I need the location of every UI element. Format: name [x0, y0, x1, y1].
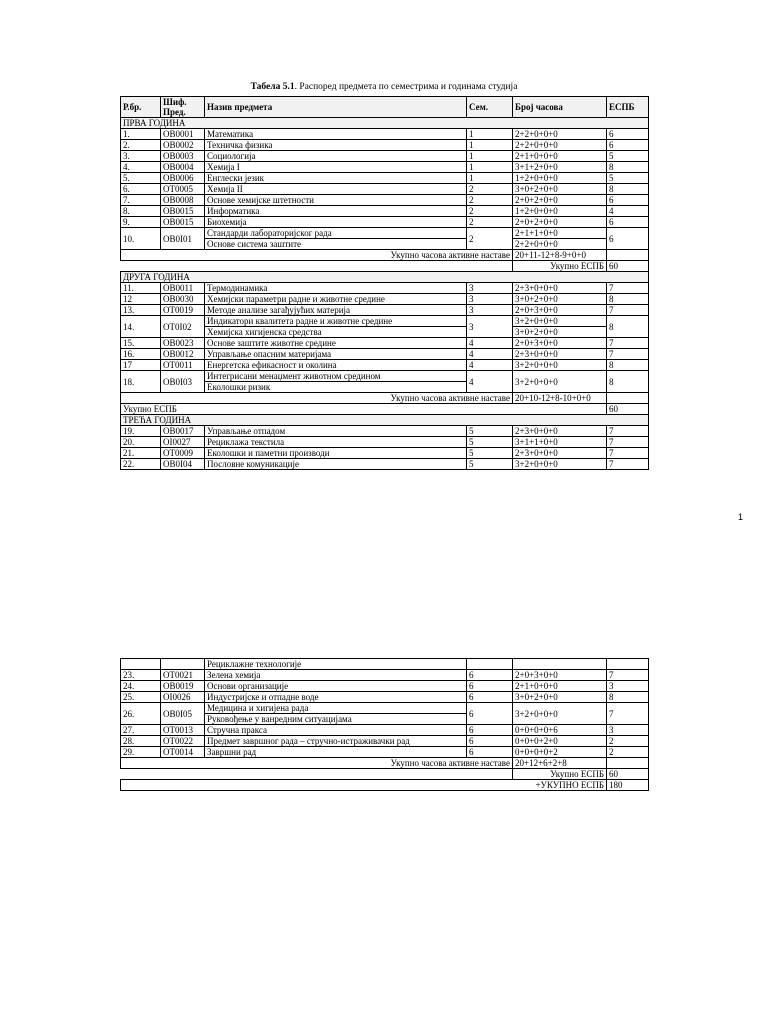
caption-rest: . Распоред предмета по семестрима и годинама студија	[294, 82, 518, 92]
cell-rb: 29.	[121, 747, 161, 758]
cell-espb: 6	[607, 217, 649, 228]
cell-broj: 1+2+0+0+0	[513, 206, 607, 217]
table-row	[121, 349, 649, 360]
cell-naziv: Завршни рад	[205, 747, 467, 758]
cell-rb: 17	[121, 360, 161, 371]
cell-naziv: Еколошки и паметни производи	[205, 448, 467, 459]
active-hours-value: 20+12+6+2+8	[513, 758, 607, 769]
header-sem: Сем.	[467, 97, 513, 118]
cell-espb: 6	[607, 129, 649, 140]
cell-sem: 6	[467, 703, 513, 725]
cell-sif: OB0015	[161, 206, 205, 217]
cell-sem: 1	[467, 140, 513, 151]
cell-sif: OT0011	[161, 360, 205, 371]
cell-espb: 7	[607, 448, 649, 459]
header-rb: Р.бр.	[121, 97, 161, 118]
cell-rb: 12	[121, 294, 161, 305]
cell-broj: 2+1+0+0+0	[513, 681, 607, 692]
cell-broj: 2+2+0+0+0	[513, 239, 607, 250]
grand-total-label: +УКУПНО ЕСПБ	[121, 780, 607, 791]
table-row	[121, 151, 649, 162]
table-row	[121, 305, 649, 316]
cell-sif: OT0019	[161, 305, 205, 316]
year1-title: ПРВА ГОДИНА	[121, 118, 649, 129]
cell-espb: 7	[607, 338, 649, 349]
cell-sif: OT0021	[161, 670, 205, 681]
cell-espb: 7	[607, 426, 649, 437]
cell-sem: 5	[467, 426, 513, 437]
table-row	[121, 162, 649, 173]
cell-sem: 6	[467, 747, 513, 758]
cell-sif: OB0008	[161, 195, 205, 206]
cell-broj: 2+3+0+0+0	[513, 426, 607, 437]
cell-sif: OB0015	[161, 217, 205, 228]
cell-broj: 2+1+0+0+0	[513, 151, 607, 162]
cell-rb: 4.	[121, 162, 161, 173]
table-row	[121, 459, 649, 470]
cell-rb: 27.	[121, 725, 161, 736]
espb-total-label: Укупно ЕСПБ	[513, 769, 607, 780]
cell-espb: 6	[607, 140, 649, 151]
cell-naziv: Хемија II	[205, 184, 467, 195]
cell-rb: 21.	[121, 448, 161, 459]
cell-rb: 22.	[121, 459, 161, 470]
cell-espb: 7	[607, 459, 649, 470]
cell-naziv: Информатика	[205, 206, 467, 217]
cell-naziv: Индикатори квалитета радне и животне средине	[205, 316, 467, 327]
cell-naziv: Основе заштите животне средине	[205, 338, 467, 349]
cell-espb: 7	[607, 703, 649, 725]
year2-rows-a	[121, 283, 649, 316]
cell-sem: 2	[467, 184, 513, 195]
cell-espb: 8	[607, 316, 649, 338]
schedule-table-page2	[120, 658, 649, 791]
cell-rb: 24.	[121, 681, 161, 692]
espb-total-row	[121, 261, 649, 272]
cell-broj: 2+0+2+0+0	[513, 195, 607, 206]
cell-sem: 5	[467, 448, 513, 459]
cell-espb: 6	[607, 228, 649, 250]
cell-sif: OB0002	[161, 140, 205, 151]
cell-sif: OB0023	[161, 338, 205, 349]
cell-naziv: Управљање отпадом	[205, 426, 467, 437]
cell-rb: 2.	[121, 140, 161, 151]
cell-sif: OT0I02	[161, 316, 205, 338]
cell-naziv: Методе анализе загађујућих материја	[205, 305, 467, 316]
cell-rb: 23.	[121, 670, 161, 681]
cell-espb: 5	[607, 151, 649, 162]
cell-naziv: Хемија I	[205, 162, 467, 173]
cell-espb: 6	[607, 195, 649, 206]
cell-espb: 7	[607, 670, 649, 681]
cell-rb: 10.	[121, 228, 161, 250]
espb-total-row	[121, 769, 649, 780]
cell-sem: 1	[467, 129, 513, 140]
year2-rows-b	[121, 338, 649, 371]
cell-broj: 3+2+0+0+0	[513, 459, 607, 470]
cell-rb: 14.	[121, 316, 161, 338]
grand-total-value: 180	[607, 780, 649, 791]
active-hours-label: Укупно часова активне наставе	[121, 250, 513, 261]
cell-sem: 1	[467, 162, 513, 173]
table-row	[121, 228, 649, 239]
table-row	[121, 294, 649, 305]
header-naziv: Назив предмета	[205, 97, 467, 118]
header-row	[121, 97, 649, 118]
page2-rows-a	[121, 670, 649, 703]
cell-naziv: Хемијски параметри радне и животне средине	[205, 294, 467, 305]
cell-naziv: Стручна пракса	[205, 725, 467, 736]
cell-naziv: Математика	[205, 129, 467, 140]
table-row	[121, 681, 649, 692]
cell-sif: OB0011	[161, 283, 205, 294]
cell-sif: OB0001	[161, 129, 205, 140]
cell-espb: 4	[607, 206, 649, 217]
table-row	[121, 206, 649, 217]
page-number: 1	[738, 512, 744, 522]
cell-espb: 7	[607, 349, 649, 360]
cell-rb: 3.	[121, 151, 161, 162]
cell-sem: 3	[467, 316, 513, 338]
cell-espb: 7	[607, 437, 649, 448]
cell-broj: 3+2+0+0+0	[513, 703, 607, 725]
cell-naziv: Биохемија	[205, 217, 467, 228]
cell-espb: 5	[607, 173, 649, 184]
table-row	[121, 448, 649, 459]
cell-rb: 26.	[121, 703, 161, 725]
table-row	[121, 360, 649, 371]
active-hours-value: 20+11-12+8-9+0+0	[513, 250, 607, 261]
cell-naziv: Рециклажне технологије	[205, 659, 467, 670]
cell-sif: OT0013	[161, 725, 205, 736]
cell-sem: 3	[467, 294, 513, 305]
table-caption	[120, 82, 648, 92]
cell-rb: 9.	[121, 217, 161, 228]
espb-total-value: 60	[607, 404, 649, 415]
cell-rb: 11.	[121, 283, 161, 294]
cell-espb: 8	[607, 360, 649, 371]
table-row	[121, 703, 649, 714]
cell-rb: 5.	[121, 173, 161, 184]
espb-total-value: 60	[607, 769, 649, 780]
cell-sem: 4	[467, 338, 513, 349]
caption-bold: Табела 5.1	[250, 82, 295, 92]
page2-rows-b	[121, 725, 649, 758]
cell-sif: OB0I01	[161, 228, 205, 250]
cell-espb: 8	[607, 371, 649, 393]
cell-sif: OB0006	[161, 173, 205, 184]
cell-naziv: Управљање опасним материјама	[205, 349, 467, 360]
cell-naziv: Еколошки ризик	[205, 382, 467, 393]
table-row	[121, 338, 649, 349]
header-broj: Број часова	[513, 97, 607, 118]
cell-sif: OB0012	[161, 349, 205, 360]
cell-naziv: Стандарди лабораторијског рада	[205, 228, 467, 239]
cell-sem: 5	[467, 459, 513, 470]
cell-rb: 19.	[121, 426, 161, 437]
header-sif: Шиф. Пред.	[161, 97, 205, 118]
cell-sem: 6	[467, 725, 513, 736]
schedule-table-page1	[120, 96, 649, 470]
cell-espb: 2	[607, 747, 649, 758]
cell-espb: 3	[607, 725, 649, 736]
table-row	[121, 437, 649, 448]
cell-broj: 3+2+0+0+0	[513, 371, 607, 393]
cell-broj: 3+0+2+0+0	[513, 184, 607, 195]
cell-sif: OI0026	[161, 692, 205, 703]
cell-rb: 25.	[121, 692, 161, 703]
cell-naziv: Основе система заштите	[205, 239, 467, 250]
espb-total-row	[121, 404, 649, 415]
cell-sif: OB0019	[161, 681, 205, 692]
cell-rb: 28.	[121, 736, 161, 747]
year1-rows	[121, 129, 649, 228]
header-espb: ЕСПБ	[607, 97, 649, 118]
espb-total-label: Укупно ЕСПБ	[121, 404, 607, 415]
cell-broj: 2+0+3+0+0	[513, 670, 607, 681]
table-row	[121, 184, 649, 195]
active-hours-row	[121, 393, 649, 404]
year2-title: ДРУГА ГОДИНА	[121, 272, 649, 283]
cell-broj: 3+0+2+0+0	[513, 327, 607, 338]
cell-broj: 3+2+0+0+0	[513, 360, 607, 371]
cell-broj: 3+1+2+0+0	[513, 162, 607, 173]
cell-broj: 2+0+3+0+0	[513, 338, 607, 349]
year3-rows	[121, 426, 649, 470]
cell-broj: 2+2+0+0+0	[513, 140, 607, 151]
cell-rb: 20.	[121, 437, 161, 448]
cell-naziv: Основи организације	[205, 681, 467, 692]
cell-sem: 4	[467, 349, 513, 360]
cell-sem: 2	[467, 206, 513, 217]
cell-sif: OI0027	[161, 437, 205, 448]
cell-sif: OB0017	[161, 426, 205, 437]
table-row	[121, 316, 649, 327]
cell-rb: 15.	[121, 338, 161, 349]
cell-rb: 8.	[121, 206, 161, 217]
cell-sem: 6	[467, 692, 513, 703]
cell-sem: 1	[467, 173, 513, 184]
table-row	[121, 426, 649, 437]
active-hours-label: Укупно часова активне наставе	[121, 393, 513, 404]
year3-title: ТРЕЋА ГОДИНА	[121, 415, 649, 426]
cell-espb: 8	[607, 184, 649, 195]
cell-broj: 2+3+0+0+0	[513, 283, 607, 294]
cell-sif: OT0014	[161, 747, 205, 758]
table-row	[121, 129, 649, 140]
cell-rb: 13.	[121, 305, 161, 316]
cell-sem: 2	[467, 195, 513, 206]
cell-rb: 1.	[121, 129, 161, 140]
cell-naziv: Зелена хемија	[205, 670, 467, 681]
cell-naziv: Медицина и хигијена рада	[205, 703, 467, 714]
cell-broj: 0+0+0+0+6	[513, 725, 607, 736]
cell-sif: OT0009	[161, 448, 205, 459]
cell-espb: 8	[607, 162, 649, 173]
espb-total-label: Укупно ЕСПБ	[513, 261, 607, 272]
cell-broj: 3+1+1+0+0	[513, 437, 607, 448]
active-hours-label: Укупно часова активне наставе	[121, 758, 513, 769]
cell-broj: 2+3+0+0+0	[513, 349, 607, 360]
cell-naziv: Руковођење у ванредним ситуацијама	[205, 714, 467, 725]
cell-broj: 2+3+0+0+0	[513, 448, 607, 459]
cell-sif: OB0I03	[161, 371, 205, 393]
cell-sem: 6	[467, 681, 513, 692]
cell-espb: 8	[607, 692, 649, 703]
table-row	[121, 747, 649, 758]
cell-sif: OB0004	[161, 162, 205, 173]
cell-naziv: Хемијска хигијенска средства	[205, 327, 467, 338]
cell-broj: 2+0+3+0+0	[513, 305, 607, 316]
cell-naziv: Пословне комуникације	[205, 459, 467, 470]
cell-naziv: Рециклажа текстила	[205, 437, 467, 448]
table-row	[121, 692, 649, 703]
cell-naziv: Техничка физика	[205, 140, 467, 151]
cell-broj: 0+0+0+2+0	[513, 736, 607, 747]
cell-rb: 6.	[121, 184, 161, 195]
table-row	[121, 217, 649, 228]
cell-broj: 0+0+0+0+2	[513, 747, 607, 758]
cell-naziv: Социологија	[205, 151, 467, 162]
cell-rb: 18.	[121, 371, 161, 393]
cell-broj: 2+0+2+0+0	[513, 217, 607, 228]
cell-sem: 3	[467, 283, 513, 294]
cell-broj: 3+0+2+0+0	[513, 294, 607, 305]
cell-sem: 6	[467, 670, 513, 681]
cell-naziv: Енглески језик	[205, 173, 467, 184]
table-row	[121, 140, 649, 151]
table-row	[121, 659, 649, 670]
cell-sif: OT0005	[161, 184, 205, 195]
cell-sif: OT0022	[161, 736, 205, 747]
cell-broj: 3+2+0+0+0	[513, 316, 607, 327]
cell-naziv: Индустријске и отпадне воде	[205, 692, 467, 703]
active-hours-value: 20+10-12+8-10+0+0	[513, 393, 607, 404]
cell-broj: 2+1+1+0+0	[513, 228, 607, 239]
cell-broj: 3+0+2+0+0	[513, 692, 607, 703]
grand-total-row	[121, 780, 649, 791]
active-hours-row	[121, 758, 649, 769]
table-row	[121, 670, 649, 681]
cell-sem: 2	[467, 228, 513, 250]
cell-sem: 4	[467, 371, 513, 393]
cell-sem: 3	[467, 305, 513, 316]
table-row	[121, 371, 649, 382]
cell-naziv: Основе хемијске штетности	[205, 195, 467, 206]
cell-broj: 2+2+0+0+0	[513, 129, 607, 140]
cell-naziv: Интегрисани менаџмент животном средином	[205, 371, 467, 382]
espb-total-value: 60	[607, 261, 649, 272]
table-row	[121, 195, 649, 206]
cell-sif: OB0I04	[161, 459, 205, 470]
active-hours-row	[121, 250, 649, 261]
cell-rb: 7.	[121, 195, 161, 206]
cell-sif: OB0003	[161, 151, 205, 162]
cell-naziv: Термодинамика	[205, 283, 467, 294]
table-row	[121, 283, 649, 294]
cell-sem: 4	[467, 360, 513, 371]
cell-sif: OB0I05	[161, 703, 205, 725]
cell-sem: 5	[467, 437, 513, 448]
table-row	[121, 725, 649, 736]
cell-broj: 1+2+0+0+0	[513, 173, 607, 184]
cell-sem: 1	[467, 151, 513, 162]
cell-espb: 7	[607, 305, 649, 316]
cell-sem: 6	[467, 736, 513, 747]
cell-rb: 16.	[121, 349, 161, 360]
cell-espb: 3	[607, 681, 649, 692]
cell-espb: 7	[607, 283, 649, 294]
cell-naziv: Предмет завршног рада – стручно-истраживачки рад	[205, 736, 467, 747]
table-row	[121, 173, 649, 184]
cell-sif: OB0030	[161, 294, 205, 305]
cell-naziv: Енергетска ефикасност и околина	[205, 360, 467, 371]
cell-espb: 2	[607, 736, 649, 747]
table-row	[121, 736, 649, 747]
cell-sem: 2	[467, 217, 513, 228]
cell-espb: 8	[607, 294, 649, 305]
